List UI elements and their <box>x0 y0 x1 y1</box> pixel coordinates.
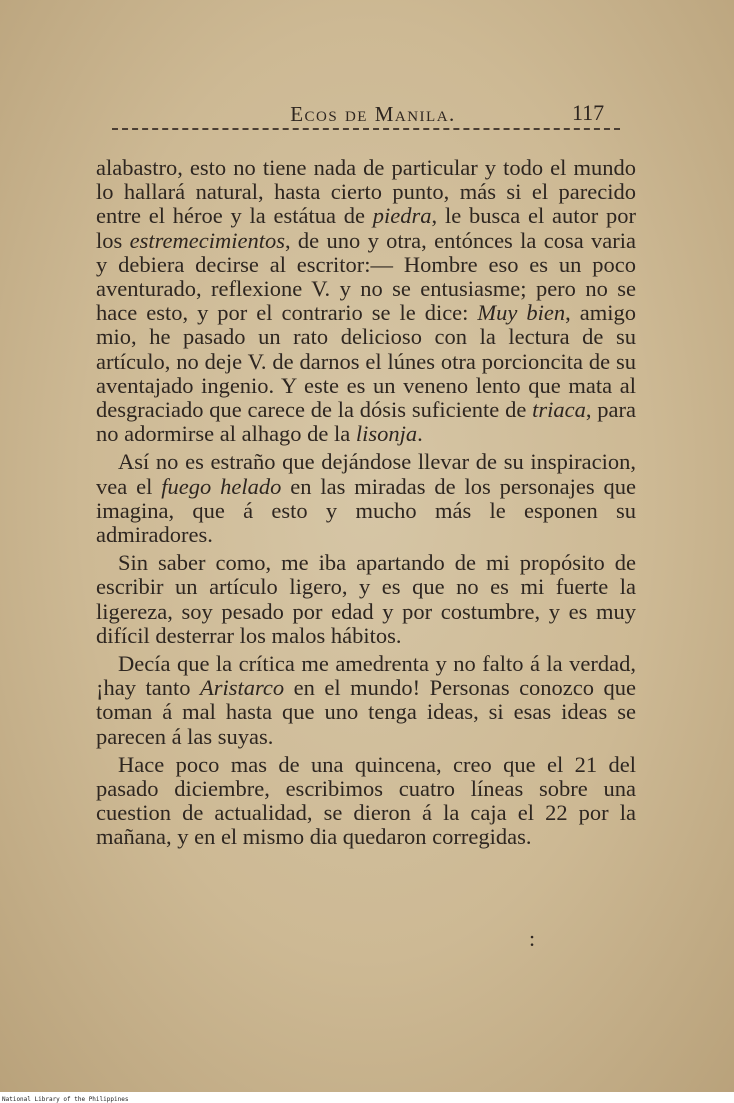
p1-text-1: alabastro, esto no tiene nada de particular y todo el mundo lo hallará natural, hasta cierto punto, más si el parecido entre el héroe y la estátua de <box>96 155 636 229</box>
p2-text-2: en las miradas de los personajes que imagina, que á esto y mucho más le esponen su admiradores. <box>96 473 636 548</box>
page-header <box>0 98 734 128</box>
page-number: 117 <box>572 100 605 125</box>
p2-text-1: Así no es estraño que dejándose llevar de su inspiracion, vea el <box>96 449 636 499</box>
p1-italic-piedra: piedra <box>372 203 432 229</box>
p1-text-5: , para no adormirse al alhago de la <box>96 397 637 447</box>
paragraph-1 <box>96 156 636 446</box>
p1-text-2: , le busca el autor por los <box>96 203 636 253</box>
paragraph-2 <box>96 450 636 547</box>
end-mark: : <box>529 926 536 951</box>
p1-italic-triaca: triaca <box>532 397 586 423</box>
p1-italic-estremecimientos: estremecimientos <box>129 227 285 253</box>
p4-text-1: Decía que la crítica me amedrenta y no falto á la verdad, ¡hay tanto <box>96 651 636 701</box>
p1-italic-lisonja: lisonja <box>355 421 418 447</box>
paragraph-5: Hace poco mas de una quincena, creo que el 21 del pasado diciembre, escribimos cuatro líneas sobre una cuestion de actualidad, se dieron á la caja el 22 por la mañana, y en el mismo dia quedaron corregidas. <box>96 751 636 850</box>
p1-text-6: . <box>417 421 423 447</box>
paragraph-4 <box>96 652 636 749</box>
p1-italic-muy-bien: Muy bien <box>477 300 566 326</box>
footer-credit: National Library of the Philippines <box>2 1096 129 1103</box>
p2-italic-fuego-helado: fuego helado <box>161 473 282 499</box>
paragraph-3: Sin saber como, me iba apartando de mi propósito de escribir un artículo ligero, y es que no es mi fuerte la ligereza, soy pesado por edad y por costumbre, y es muy difícil desterrar los malos hábitos. <box>96 550 636 648</box>
running-title: Ecos de Manila. <box>290 102 456 126</box>
body-text <box>96 156 636 854</box>
p4-text-2: en el mundo! Personas conozco que toman á mal hasta que uno tenga ideas, si esas ideas se parecen á las suyas. <box>96 675 637 749</box>
header-rule <box>112 128 620 130</box>
p1-text-3: , de uno y otra, entónces la cosa varia y debiera decirse al escritor:— Hombre eso es un poco aventurado, reflexione V. y no se entusiasme; pero no se hace esto, y por el contrario se le dice: <box>96 227 636 326</box>
p4-italic-aristarco: Aristarco <box>199 675 285 701</box>
p1-text-4: , amigo mio, he pasado un rato delicioso con la lectura de su artículo, no deje V. de darnos el lúnes otra porcioncita de su aventajado ingenio. Y este es un veneno lento que mata al desgraciado que carece de la dósis suficiente de <box>96 300 636 423</box>
